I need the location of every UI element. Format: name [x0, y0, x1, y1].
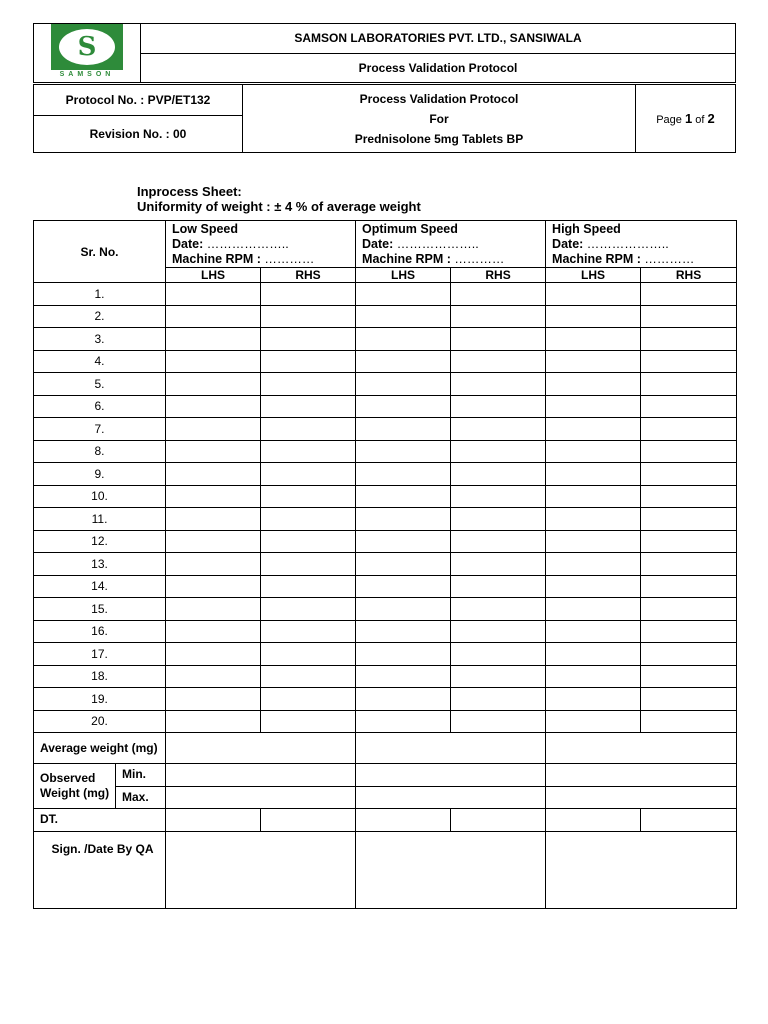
- row-number: 20.: [34, 710, 166, 733]
- cell-optimum-rhs[interactable]: [451, 283, 546, 306]
- high-speed-date: Date: ………………..: [552, 237, 669, 251]
- header-table-top: [33, 23, 736, 83]
- max-weight-low[interactable]: [166, 786, 356, 809]
- cell-high-rhs[interactable]: [641, 283, 737, 306]
- cell-high-lhs[interactable]: [546, 440, 641, 463]
- cell-optimum-lhs[interactable]: [356, 395, 451, 418]
- row-number: 13.: [34, 553, 166, 576]
- cell-high-lhs[interactable]: [546, 643, 641, 666]
- table-row: [34, 508, 737, 531]
- cell-high-lhs[interactable]: [546, 530, 641, 553]
- row-number: 8.: [34, 440, 166, 463]
- protocol-title-line1: Process Validation Protocol: [359, 91, 519, 106]
- cell-high-rhs[interactable]: [641, 395, 737, 418]
- cell-low-rhs[interactable]: [261, 665, 356, 688]
- row-number: 1.: [34, 283, 166, 306]
- cell-low-rhs[interactable]: [261, 553, 356, 576]
- cell-low-rhs[interactable]: [261, 688, 356, 711]
- min-weight-low[interactable]: [166, 764, 356, 787]
- dt-low-lhs[interactable]: [166, 809, 261, 832]
- cell-high-lhs[interactable]: [546, 463, 641, 486]
- cell-high-lhs[interactable]: [546, 553, 641, 576]
- cell-low-lhs[interactable]: [166, 328, 261, 351]
- table-row: [34, 305, 737, 328]
- cell-low-rhs[interactable]: [261, 440, 356, 463]
- revision-number: Revision No. : 00: [34, 116, 243, 153]
- cell-optimum-lhs[interactable]: [356, 553, 451, 576]
- cell-low-lhs[interactable]: [166, 373, 261, 396]
- page-number: 1: [684, 111, 693, 126]
- cell-low-rhs[interactable]: [261, 620, 356, 643]
- protocol-number: Protocol No. : PVP/ET132: [34, 85, 243, 116]
- cell-high-lhs[interactable]: [546, 395, 641, 418]
- low-speed-name: Low Speed: [172, 222, 238, 236]
- qa-sign-high[interactable]: [546, 831, 737, 908]
- cell-low-lhs[interactable]: [166, 688, 261, 711]
- cell-low-rhs[interactable]: [261, 373, 356, 396]
- header-table-bottom: [33, 84, 736, 153]
- cell-optimum-rhs[interactable]: [451, 688, 546, 711]
- cell-high-lhs[interactable]: [546, 305, 641, 328]
- row-number: 19.: [34, 688, 166, 711]
- row-number: 9.: [34, 463, 166, 486]
- cell-low-lhs[interactable]: [166, 508, 261, 531]
- table-row: [34, 350, 737, 373]
- uniformity-table: [33, 220, 737, 909]
- cell-optimum-lhs[interactable]: [356, 305, 451, 328]
- cell-low-lhs[interactable]: [166, 283, 261, 306]
- row-number: 11.: [34, 508, 166, 531]
- cell-high-lhs[interactable]: [546, 598, 641, 621]
- table-row: [34, 688, 737, 711]
- cell-optimum-rhs[interactable]: [451, 305, 546, 328]
- row-number: 7.: [34, 418, 166, 441]
- cell-optimum-rhs[interactable]: [451, 395, 546, 418]
- sr-no-header: Sr. No.: [34, 221, 166, 283]
- table-row: [34, 418, 737, 441]
- row-number: 3.: [34, 328, 166, 351]
- cell-high-rhs[interactable]: [641, 305, 737, 328]
- cell-low-rhs[interactable]: [261, 350, 356, 373]
- high-speed-header: [546, 221, 737, 268]
- cell-optimum-rhs[interactable]: [451, 553, 546, 576]
- cell-optimum-lhs[interactable]: [356, 463, 451, 486]
- row-number: 17.: [34, 643, 166, 666]
- high-lhs-header: LHS: [546, 268, 641, 283]
- cell-optimum-rhs[interactable]: [451, 350, 546, 373]
- cell-optimum-lhs[interactable]: [356, 283, 451, 306]
- qa-sign-low[interactable]: [166, 831, 356, 908]
- cell-high-rhs[interactable]: [641, 688, 737, 711]
- row-number: 10.: [34, 485, 166, 508]
- cell-low-rhs[interactable]: [261, 395, 356, 418]
- sheet-subtitle: Uniformity of weight : ± 4 % of average weight: [137, 199, 421, 214]
- cell-high-lhs[interactable]: [546, 283, 641, 306]
- cell-low-lhs[interactable]: [166, 463, 261, 486]
- cell-optimum-rhs[interactable]: [451, 463, 546, 486]
- high-rhs-header: RHS: [641, 268, 737, 283]
- cell-optimum-rhs[interactable]: [451, 598, 546, 621]
- high-speed-rpm: Machine RPM : …………: [552, 252, 695, 266]
- cell-high-rhs[interactable]: [641, 350, 737, 373]
- cell-high-lhs[interactable]: [546, 485, 641, 508]
- cell-high-lhs[interactable]: [546, 575, 641, 598]
- cell-optimum-rhs[interactable]: [451, 440, 546, 463]
- protocol-title: [243, 85, 636, 153]
- cell-high-lhs[interactable]: [546, 710, 641, 733]
- cell-low-rhs[interactable]: [261, 418, 356, 441]
- cell-high-rhs[interactable]: [641, 418, 737, 441]
- row-number: 2.: [34, 305, 166, 328]
- cell-high-rhs[interactable]: [641, 620, 737, 643]
- cell-low-rhs[interactable]: [261, 463, 356, 486]
- cell-low-rhs[interactable]: [261, 305, 356, 328]
- sheet-title: Inprocess Sheet:: [137, 184, 242, 199]
- cell-low-lhs[interactable]: [166, 665, 261, 688]
- dt-optimum-rhs[interactable]: [451, 809, 546, 832]
- cell-optimum-rhs[interactable]: [451, 643, 546, 666]
- cell-optimum-lhs[interactable]: [356, 418, 451, 441]
- average-weight-optimum[interactable]: [356, 733, 546, 764]
- cell-high-rhs[interactable]: [641, 508, 737, 531]
- cell-optimum-lhs[interactable]: [356, 530, 451, 553]
- cell-low-lhs[interactable]: [166, 710, 261, 733]
- min-label: Min.: [116, 764, 166, 787]
- row-number: 12.: [34, 530, 166, 553]
- cell-optimum-rhs[interactable]: [451, 710, 546, 733]
- cell-high-rhs[interactable]: [641, 373, 737, 396]
- cell-high-rhs[interactable]: [641, 643, 737, 666]
- table-row: [34, 643, 737, 666]
- cell-optimum-lhs[interactable]: [356, 620, 451, 643]
- cell-optimum-rhs[interactable]: [451, 418, 546, 441]
- cell-low-lhs[interactable]: [166, 643, 261, 666]
- dt-optimum-lhs[interactable]: [356, 809, 451, 832]
- cell-high-rhs[interactable]: [641, 463, 737, 486]
- row-number: 6.: [34, 395, 166, 418]
- average-weight-high[interactable]: [546, 733, 737, 764]
- row-number: 15.: [34, 598, 166, 621]
- logo-cell: [34, 24, 141, 83]
- cell-optimum-lhs[interactable]: [356, 643, 451, 666]
- company-logo: [51, 24, 123, 82]
- observed-weight-label: Observed Weight (mg): [34, 764, 116, 809]
- cell-low-lhs[interactable]: [166, 305, 261, 328]
- optimum-speed-header: [356, 221, 546, 268]
- cell-low-rhs[interactable]: [261, 575, 356, 598]
- cell-high-lhs[interactable]: [546, 665, 641, 688]
- table-row: [34, 710, 737, 733]
- dt-high-rhs[interactable]: [641, 809, 737, 832]
- cell-optimum-lhs[interactable]: [356, 688, 451, 711]
- min-weight-optimum[interactable]: [356, 764, 546, 787]
- cell-low-rhs[interactable]: [261, 710, 356, 733]
- row-number: 4.: [34, 350, 166, 373]
- table-row: [34, 283, 737, 306]
- cell-optimum-lhs[interactable]: [356, 575, 451, 598]
- cell-high-rhs[interactable]: [641, 553, 737, 576]
- table-row: [34, 440, 737, 463]
- cell-low-lhs[interactable]: [166, 485, 261, 508]
- cell-optimum-lhs[interactable]: [356, 485, 451, 508]
- cell-low-rhs[interactable]: [261, 598, 356, 621]
- table-row: [34, 553, 737, 576]
- cell-high-rhs[interactable]: [641, 665, 737, 688]
- cell-high-rhs[interactable]: [641, 530, 737, 553]
- dt-low-rhs[interactable]: [261, 809, 356, 832]
- optimum-rhs-header: RHS: [451, 268, 546, 283]
- qa-sign-optimum[interactable]: [356, 831, 546, 908]
- document-type: Process Validation Protocol: [141, 53, 736, 83]
- cell-low-rhs[interactable]: [261, 328, 356, 351]
- low-speed-header: [166, 221, 356, 268]
- row-number: 18.: [34, 665, 166, 688]
- optimum-speed-date: Date: ………………..: [362, 237, 479, 251]
- cell-low-lhs[interactable]: [166, 395, 261, 418]
- dt-label: DT.: [34, 809, 166, 832]
- low-speed-rpm: Machine RPM : …………: [172, 252, 315, 266]
- cell-high-rhs[interactable]: [641, 598, 737, 621]
- page-prefix: Page: [656, 114, 682, 126]
- cell-high-rhs[interactable]: [641, 485, 737, 508]
- min-weight-high[interactable]: [546, 764, 737, 787]
- low-rhs-header: RHS: [261, 268, 356, 283]
- high-speed-name: High Speed: [552, 222, 621, 236]
- cell-low-lhs[interactable]: [166, 620, 261, 643]
- qa-sign-label: Sign. /Date By QA: [34, 831, 166, 908]
- low-speed-date: Date: ………………..: [172, 237, 289, 251]
- table-row: [34, 530, 737, 553]
- page-indicator: [636, 85, 736, 153]
- cell-optimum-lhs[interactable]: [356, 508, 451, 531]
- table-row: [34, 373, 737, 396]
- logo-letter: S: [77, 32, 97, 62]
- cell-optimum-rhs[interactable]: [451, 373, 546, 396]
- cell-high-rhs[interactable]: [641, 575, 737, 598]
- cell-optimum-lhs[interactable]: [356, 710, 451, 733]
- cell-high-lhs[interactable]: [546, 418, 641, 441]
- cell-optimum-lhs[interactable]: [356, 598, 451, 621]
- low-lhs-header: LHS: [166, 268, 261, 283]
- max-weight-high[interactable]: [546, 786, 737, 809]
- max-label: Max.: [116, 786, 166, 809]
- cell-low-rhs[interactable]: [261, 485, 356, 508]
- cell-high-lhs[interactable]: [546, 508, 641, 531]
- table-row: [34, 463, 737, 486]
- optimum-lhs-header: LHS: [356, 268, 451, 283]
- dt-high-lhs[interactable]: [546, 809, 641, 832]
- average-weight-low[interactable]: [166, 733, 356, 764]
- table-row: [34, 575, 737, 598]
- optimum-speed-rpm: Machine RPM : …………: [362, 252, 505, 266]
- cell-low-lhs[interactable]: [166, 350, 261, 373]
- cell-low-lhs[interactable]: [166, 440, 261, 463]
- cell-high-rhs[interactable]: [641, 440, 737, 463]
- cell-optimum-rhs[interactable]: [451, 328, 546, 351]
- cell-optimum-rhs[interactable]: [451, 665, 546, 688]
- table-row: [34, 665, 737, 688]
- cell-high-rhs[interactable]: [641, 328, 737, 351]
- cell-optimum-rhs[interactable]: [451, 620, 546, 643]
- page-total: 2: [707, 111, 715, 126]
- table-row: [34, 598, 737, 621]
- cell-low-lhs[interactable]: [166, 598, 261, 621]
- cell-low-lhs[interactable]: [166, 418, 261, 441]
- cell-low-lhs[interactable]: [166, 553, 261, 576]
- cell-low-rhs[interactable]: [261, 283, 356, 306]
- cell-high-lhs[interactable]: [546, 620, 641, 643]
- protocol-title-line2: For: [429, 111, 449, 126]
- table-row: [34, 395, 737, 418]
- protocol-title-line3: Prednisolone 5mg Tablets BP: [354, 131, 524, 146]
- logo-wordmark: SAMSON: [59, 71, 115, 78]
- cell-optimum-lhs[interactable]: [356, 665, 451, 688]
- company-name: SAMSON LABORATORIES PVT. LTD., SANSIWALA: [141, 24, 736, 54]
- cell-low-lhs[interactable]: [166, 530, 261, 553]
- cell-optimum-lhs[interactable]: [356, 440, 451, 463]
- row-number: 5.: [34, 373, 166, 396]
- cell-optimum-rhs[interactable]: [451, 508, 546, 531]
- row-number: 16.: [34, 620, 166, 643]
- cell-high-rhs[interactable]: [641, 710, 737, 733]
- optimum-speed-name: Optimum Speed: [362, 222, 458, 236]
- cell-high-lhs[interactable]: [546, 350, 641, 373]
- cell-high-lhs[interactable]: [546, 688, 641, 711]
- cell-optimum-rhs[interactable]: [451, 575, 546, 598]
- table-row: [34, 485, 737, 508]
- cell-high-lhs[interactable]: [546, 328, 641, 351]
- cell-optimum-lhs[interactable]: [356, 373, 451, 396]
- table-row: [34, 328, 737, 351]
- cell-low-rhs[interactable]: [261, 643, 356, 666]
- cell-optimum-rhs[interactable]: [451, 530, 546, 553]
- row-number: 14.: [34, 575, 166, 598]
- average-weight-label: Average weight (mg): [34, 733, 166, 764]
- cell-low-rhs[interactable]: [261, 508, 356, 531]
- cell-optimum-lhs[interactable]: [356, 350, 451, 373]
- cell-low-lhs[interactable]: [166, 575, 261, 598]
- cell-optimum-lhs[interactable]: [356, 328, 451, 351]
- page-of: of: [695, 114, 705, 126]
- cell-low-rhs[interactable]: [261, 530, 356, 553]
- max-weight-optimum[interactable]: [356, 786, 546, 809]
- table-row: [34, 620, 737, 643]
- cell-high-lhs[interactable]: [546, 373, 641, 396]
- cell-optimum-rhs[interactable]: [451, 485, 546, 508]
